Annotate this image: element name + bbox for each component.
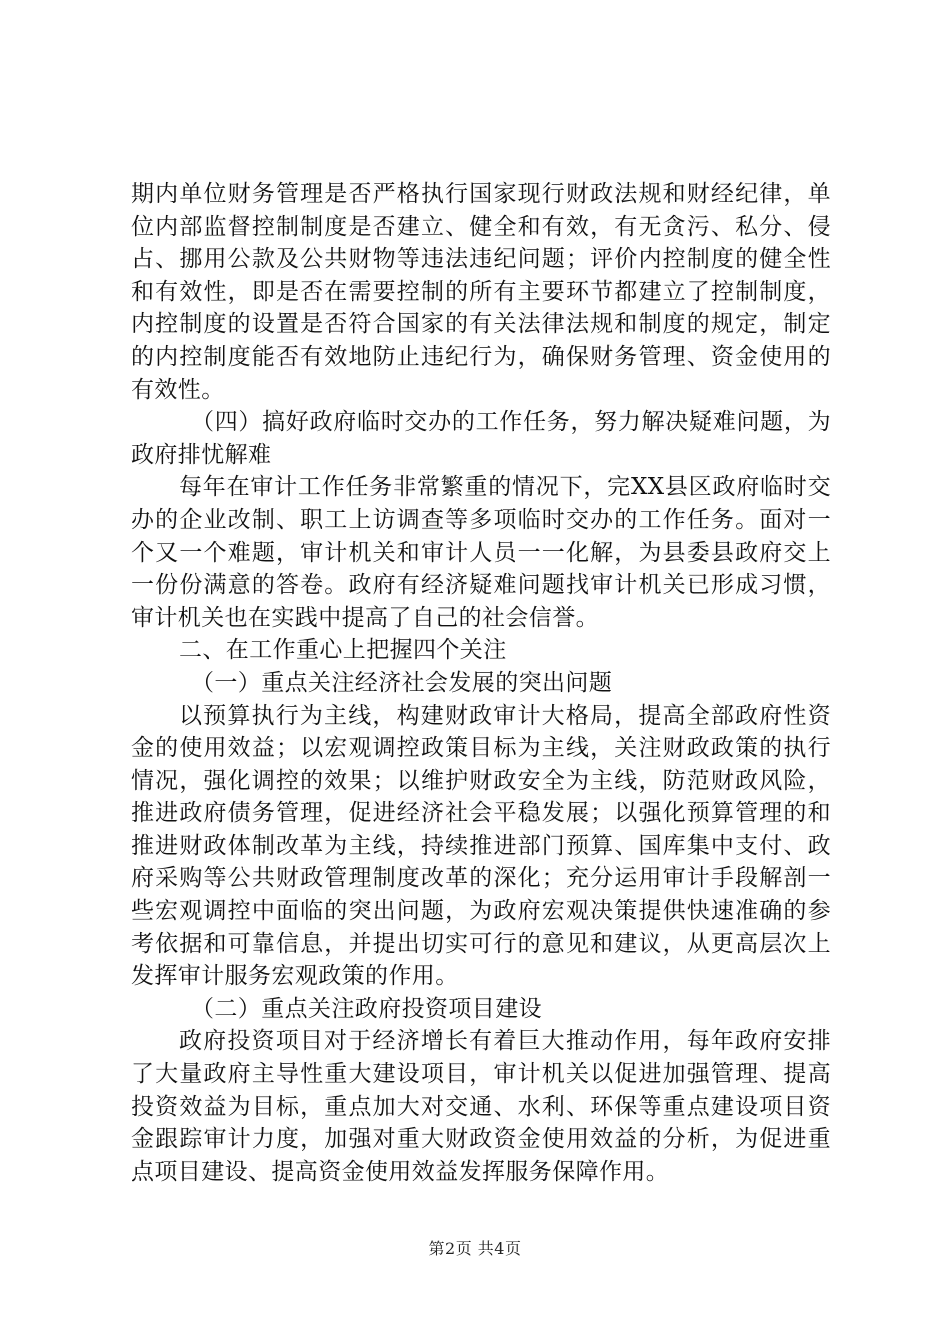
paragraph-temporary-tasks: 每年在审计工作任务非常繁重的情况下，完XX县区政府临时交办的企业改制、职工上访调查等多项临时交办的工作任务。面对一个又一个难题，审计机关和审计人员一一化解，为县委县政府交上一份份满意的答卷。政府有经济疑难问题找审计机关已形成习惯，审计机关也在实践中提高了自己的社会信誉。 <box>131 474 831 631</box>
heading-subsection-two: （二）重点关注政府投资项目建设 <box>191 995 542 1022</box>
heading-section-four: （四）搞好政府临时交办的工作任务，努力解决疑难问题，为政府排忧解难 <box>131 409 831 468</box>
paragraph-budget-execution: 以预算执行为主线，构建财政审计大格局，提高全部政府性资金的使用效益；以宏观调控政策目标为主线，关注财政政策的执行情况，强化调控的效果；以维护财政安全为主线，防范财政风险，推进政府债务管理，促进经济社会平稳发展；以强化预算管理的和推进财政体制改革为主线，持续推进部门预算、国库集中支付、政府采购等公共财政管理制度改革的深化；充分运用审计手段解剖一些宏观调控中面临的突出问题，为政府宏观决策提供快速准确的参考依据和可靠信息，并提出切实可行的意见和建议，从更高层次上发挥审计服务宏观政策的作用。 <box>131 702 831 990</box>
paragraph-internal-control-review: 期内单位财务管理是否严格执行国家现行财政法规和财经纪律，单位内部监督控制制度是否建立、健全和有效，有无贪污、私分、侵占、挪用公款及公共财物等违法违纪问题；评价内控制度的健全性和有效性，即是否在需要控制的所有主要环节都建立了控制制度，内控制度的设置是否符合国家的有关法律法规和制度的规定，制定的内控制度能否有效地防止违纪行为，确保财务管理、资金使用的有效性。 <box>131 181 831 403</box>
heading-part-two: 二、在工作重心上把握四个关注 <box>179 637 507 664</box>
page-number-footer: 第2页 共4页 <box>428 1239 522 1258</box>
document-body <box>131 178 831 1188</box>
heading-subsection-one: （一）重点关注经济社会发展的突出问题 <box>191 669 613 696</box>
paragraph-investment-projects: 政府投资项目对于经济增长有着巨大推动作用，每年政府安排了大量政府主导性重大建设项目，审计机关以促进加强管理、提高投资效益为目标，重点加大对交通、水利、环保等重点建设项目资金跟踪审计力度，加强对重大财政资金使用效益的分析，为促进重点项目建设、提高资金使用效益发挥服务保障作用。 <box>131 1028 831 1185</box>
